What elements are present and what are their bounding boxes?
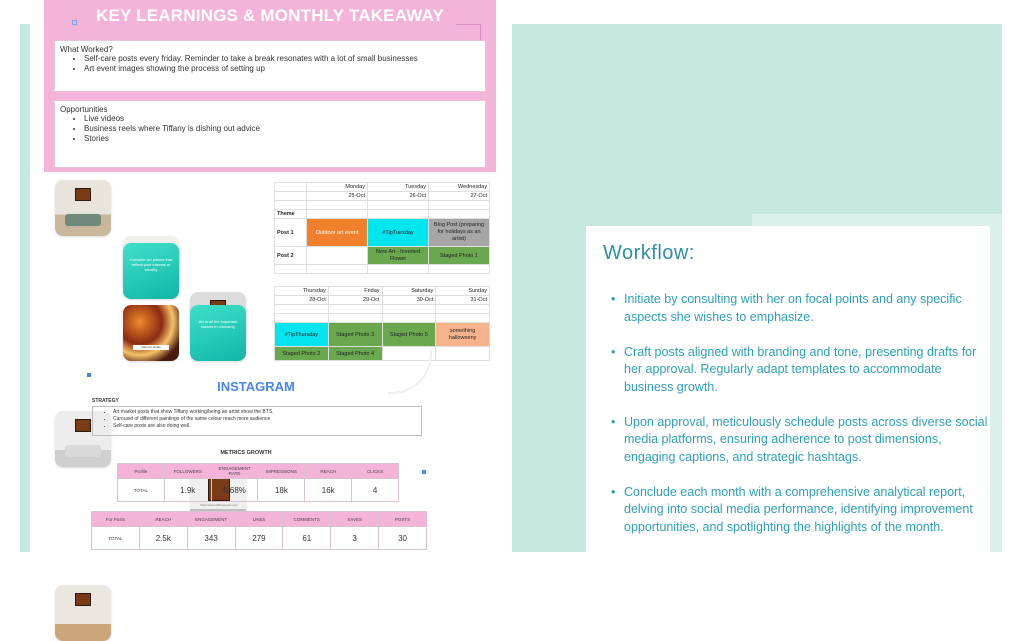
date-label: 25-Oct — [307, 192, 368, 201]
table-cell: 61 — [283, 527, 331, 550]
table-cell: TOTAL — [118, 479, 165, 502]
date-label: 29-Oct — [328, 296, 382, 305]
table-cell: 1.9k — [164, 479, 211, 502]
workflow-item-text: Upon approval, meticulously schedule posts across diverse social media platforms, ensuring adherence to post dimensions, engaging captions, and strategic hashtags. — [624, 414, 988, 464]
table-cell: 18k — [258, 479, 305, 502]
workflow-item — [608, 344, 990, 397]
calendar-cell: Staged Photo 3 — [328, 323, 382, 347]
workflow-title: Workflow: — [603, 242, 695, 264]
calendar-week-2 — [274, 286, 490, 361]
calendar-cell: #TipTuesday — [368, 219, 429, 247]
day-label: Thursday — [275, 287, 329, 296]
day-label: Monday — [307, 183, 368, 192]
strategy-item: • Self-care posts are also doing well. — [113, 423, 417, 430]
opportunity-item: • Stories — [84, 134, 480, 144]
strategy-item: • Art market posts that show Tiffany working/being an artist show the BTS. — [113, 409, 417, 416]
strategy-label: STRATEGY — [92, 398, 119, 404]
thumbnail-living-room — [55, 180, 111, 236]
bullet-icon: • — [611, 292, 616, 306]
workflow-item — [608, 291, 990, 326]
thumbnail-swirl-art — [123, 305, 179, 361]
date-label: 28-Oct — [275, 296, 329, 305]
posts-metrics-table — [91, 511, 427, 550]
calendar-cell: Staged Photo 2 — [275, 347, 329, 361]
thumbnail-wood-room — [55, 585, 111, 641]
opportunities-label: Opportunities — [60, 105, 108, 114]
opportunity-item: • Business reels where Tiffany is dishing out advice — [84, 124, 480, 134]
what-worked-label: What Worked? — [60, 45, 113, 54]
day-label: Wednesday — [429, 183, 490, 192]
table-header: LIKES — [235, 512, 283, 527]
opportunities-box — [54, 100, 486, 168]
table-header: CLICKS — [352, 464, 399, 479]
table-header: SAVES — [331, 512, 379, 527]
table-cell: 343 — [187, 527, 235, 550]
calendar-cell: Blog Post (preparing for holidays as an artist) — [429, 219, 490, 247]
calendar-cell — [436, 347, 490, 361]
bullet-icon: • — [611, 414, 616, 429]
table-cell: 30 — [379, 527, 427, 550]
decor-dot — [422, 470, 426, 474]
table-header: ENGAGEMENT — [187, 512, 235, 527]
metrics-title: METRICS GROWTH — [220, 450, 272, 456]
what-worked-item: • Art event images showing the process of setting up — [84, 64, 480, 74]
thumbnail-teal-quote-2: Art is all the important factors in choosing — [190, 305, 246, 361]
calendar-cell — [307, 247, 368, 265]
profile-metrics-table — [117, 463, 399, 502]
opportunity-item: • Live videos — [84, 114, 480, 124]
table-header: REACH — [305, 464, 352, 479]
bullet-icon: • — [611, 484, 616, 499]
swirl-caption: Visit our studio — [133, 345, 169, 350]
day-label: Saturday — [382, 287, 436, 296]
table-cell: 279 — [235, 527, 283, 550]
decor-dot — [87, 373, 91, 377]
table-cell: TOTAL — [92, 527, 140, 550]
workflow-item-text: Craft posts aligned with branding and tone, presenting drafts for her approval. Regularly adapt templates to accommodate business growth. — [624, 344, 977, 394]
strategy-item: • Carousel of different paintings of the same colour reach more audience — [113, 416, 417, 423]
theme-label: Theme — [275, 210, 307, 219]
day-label: Sunday — [436, 287, 490, 296]
thumbnail-teal-quote-1: Consider art pieces that reflect your interest or identity — [123, 243, 179, 299]
what-worked-item: • Self-care posts every friday. Reminder to take a break resonates with a lot of small businesses — [84, 54, 480, 64]
workflow-list — [608, 291, 990, 554]
workflow-item — [608, 484, 990, 537]
table-header: For Posts — [92, 512, 140, 527]
table-cell: 2.5k — [139, 527, 187, 550]
calendar-cell: #TipThursday — [275, 323, 329, 347]
calendar-cell: something halloweeny — [436, 323, 490, 347]
calendar-cell: Staged Photo 5 — [382, 323, 436, 347]
date-label: 26-Oct — [368, 192, 429, 201]
table-cell: 0.68% — [211, 479, 258, 502]
workflow-item-text: Conclude each month with a comprehensive analytical report, delving into social media performance, identifying improvement opportunities, and spotlighting the highlights of the month. — [624, 484, 973, 534]
calendar-cell: Staged Photo 4 — [328, 347, 382, 361]
calendar-cell: Staged Photo 1 — [429, 247, 490, 265]
table-header: REACH — [139, 512, 187, 527]
date-label: 30-Oct — [382, 296, 436, 305]
table-header: FOLLOWERS — [164, 464, 211, 479]
table-header: COMMENTS — [283, 512, 331, 527]
calendar-cell: Outdoor art event — [307, 219, 368, 247]
calendar-week-1 — [274, 182, 490, 274]
table-header: ENGAGEMENT RATE — [211, 464, 258, 479]
day-label: Tuesday — [368, 183, 429, 192]
workflow-item-text: Initiate by consulting with her on focal points and any specific aspects she wishes to emphasize. — [624, 292, 962, 324]
tiny-note: https://www.tiffanyjoyart.com — [200, 503, 238, 507]
table-header: POSTS — [379, 512, 427, 527]
date-label: 31-Oct — [436, 296, 490, 305]
strategy-box — [92, 406, 422, 436]
instagram-title: INSTAGRAM — [217, 379, 295, 394]
calendar-cell: New Art - Inverted Flower — [368, 247, 429, 265]
key-learnings-title: KEY LEARNINGS & MONTHLY TAKEAWAY — [95, 6, 445, 25]
post2-label: Post 2 — [275, 247, 307, 265]
table-cell: 3 — [331, 527, 379, 550]
post1-label: Post 1 — [275, 219, 307, 247]
date-label: 27-Oct — [429, 192, 490, 201]
table-cell: 4 — [352, 479, 399, 502]
day-label: Friday — [328, 287, 382, 296]
workflow-item — [608, 414, 990, 467]
table-header: IMPRESSIONS — [258, 464, 305, 479]
table-header: Profile — [118, 464, 165, 479]
left-mint-strip — [20, 24, 30, 552]
what-worked-box — [54, 40, 486, 92]
table-cell: 16k — [305, 479, 352, 502]
bullet-icon: • — [611, 344, 616, 359]
